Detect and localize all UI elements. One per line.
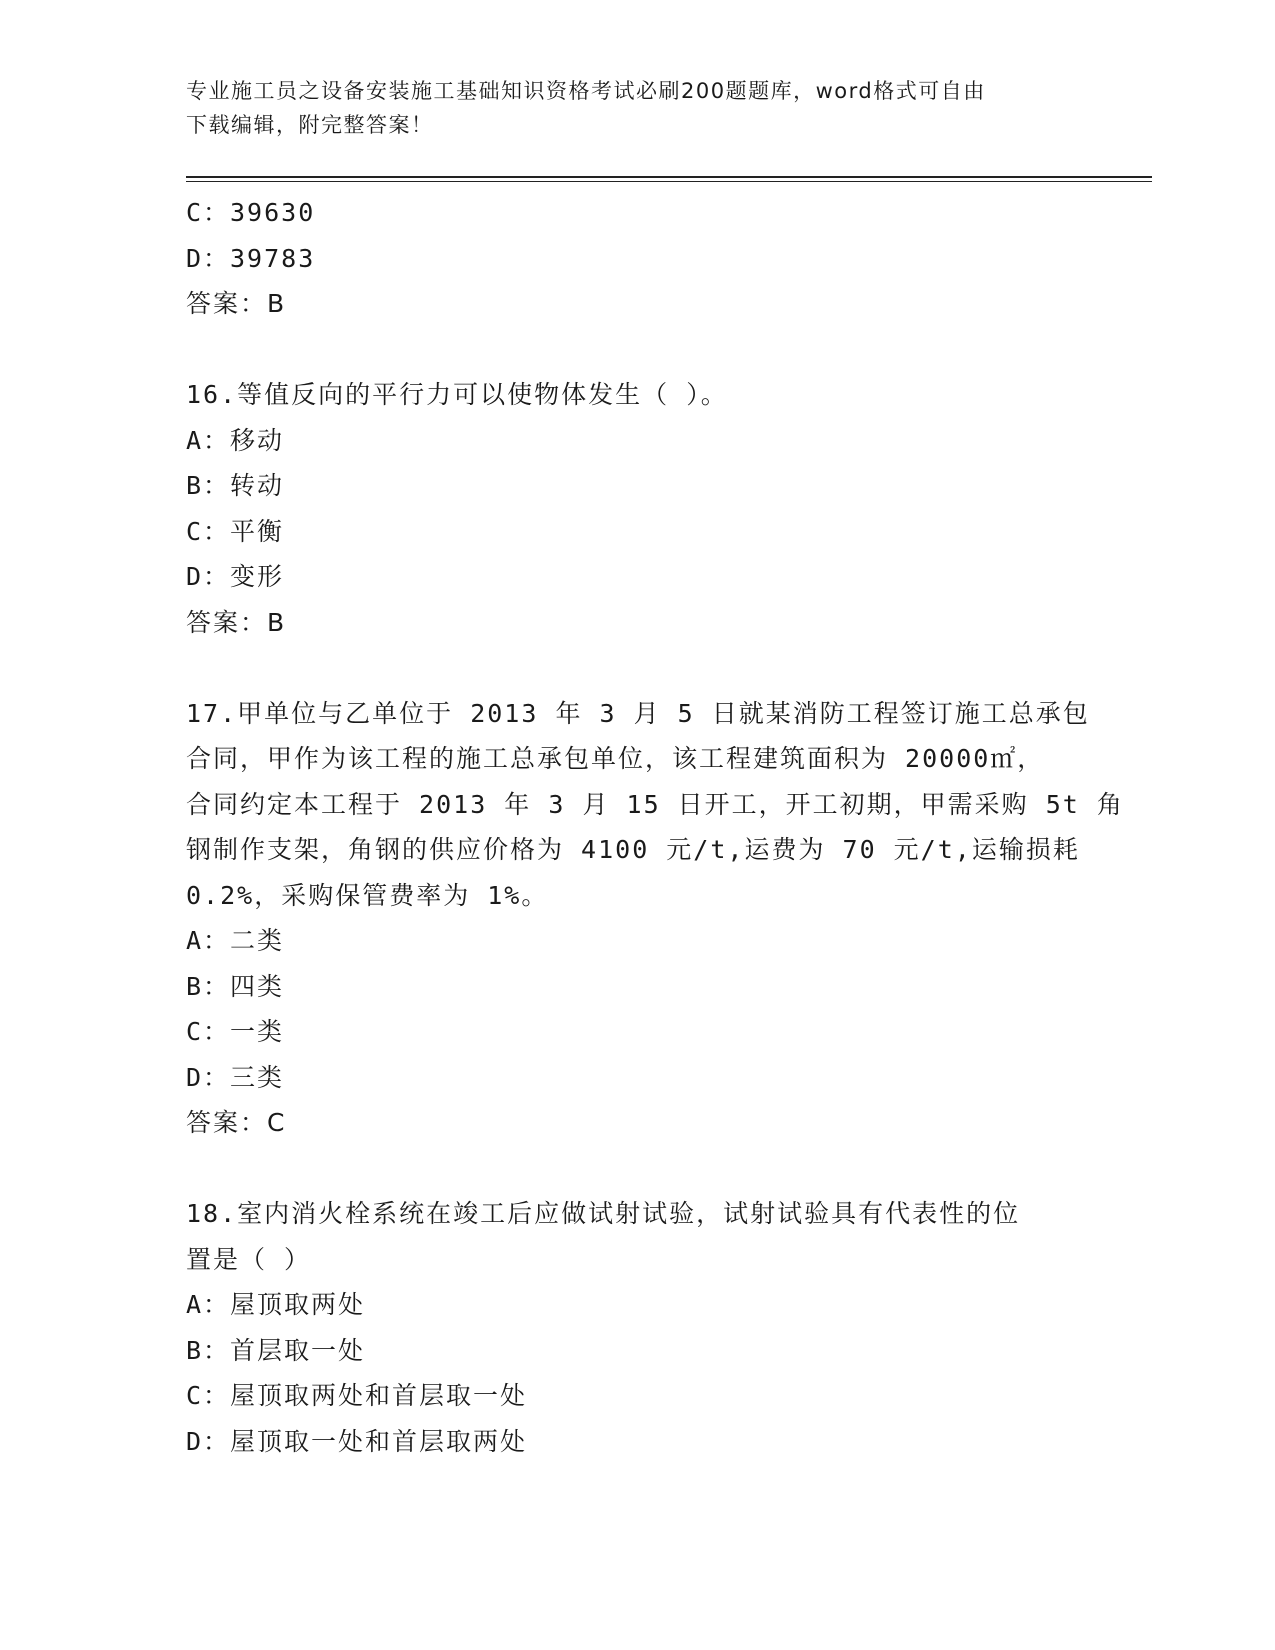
option-b — [186, 463, 1086, 509]
header-divider-thin — [186, 181, 1152, 182]
document-header — [186, 74, 1066, 142]
option-c — [186, 1009, 1086, 1055]
option-a — [186, 418, 1086, 464]
question-stem-line: 0.2%，采购保管费率为 1%。 — [186, 880, 549, 910]
option-text: 一类 — [230, 1017, 285, 1046]
option-key: C： — [186, 1017, 231, 1046]
option-key: A： — [186, 425, 231, 455]
option-text: 39630 — [230, 198, 316, 227]
option-key: D： — [186, 1426, 231, 1456]
option-text: 四类 — [230, 971, 285, 1001]
option-text: 转动 — [230, 471, 285, 500]
option-key: A： — [186, 926, 231, 955]
answer-line: 答案：C — [186, 1108, 287, 1137]
option-d — [186, 1055, 1086, 1101]
option-key: B： — [186, 971, 231, 1001]
option-c — [186, 190, 1086, 236]
option-key: D： — [186, 1062, 231, 1092]
question-17 — [186, 691, 1124, 1146]
header-title-line-2: 下载编辑，附完整答案！ — [186, 113, 434, 137]
option-d — [186, 236, 1086, 282]
option-text: 屋顶取两处和首层取一处 — [230, 1381, 528, 1410]
option-a — [186, 918, 1086, 964]
option-key: A： — [186, 1290, 231, 1319]
question-stem-line: 17.甲单位与乙单位于 2013 年 3 月 5 日就某消防工程签订施工总承包 — [186, 698, 1090, 728]
option-d — [186, 554, 1086, 600]
option-key: D： — [186, 243, 231, 273]
option-key: C： — [186, 198, 231, 227]
question-stem-line: 合同，甲作为该工程的施工总承包单位，该工程建筑面积为 20000㎡， — [186, 744, 1045, 773]
option-text: 三类 — [230, 1062, 285, 1092]
option-text: 屋顶取一处和首层取两处 — [230, 1426, 528, 1456]
option-text: 39783 — [230, 243, 316, 273]
option-text: 平衡 — [230, 516, 285, 546]
question-16 — [186, 372, 1086, 645]
question-stem-line: 置是（ ） — [186, 1244, 312, 1274]
option-b — [186, 964, 1086, 1010]
option-c — [186, 509, 1086, 555]
question-18 — [186, 1191, 1086, 1464]
header-divider-thick — [186, 176, 1152, 178]
option-text: 屋顶取两处 — [230, 1290, 366, 1319]
option-key: B： — [186, 1335, 231, 1365]
option-d — [186, 1419, 1086, 1465]
option-text: 二类 — [230, 926, 285, 955]
question-stem-line: 合同约定本工程于 2013 年 3 月 15 日开工，开工初期，甲需采购 5t 角 — [186, 789, 1124, 819]
question-stem-line: 钢制作支架，角钢的供应价格为 4100 元/t,运费为 70 元/t,运输损耗 — [186, 835, 1080, 864]
option-text: 移动 — [230, 425, 285, 455]
option-a — [186, 1282, 1086, 1328]
option-key: C： — [186, 516, 231, 546]
option-text: 首层取一处 — [230, 1335, 366, 1365]
question-stem-line: 18.室内消火栓系统在竣工后应做试射试验，试射试验具有代表性的位 — [186, 1199, 1021, 1228]
option-b — [186, 1328, 1086, 1374]
header-title-line-1: 专业施工员之设备安装施工基础知识资格考试必刷200题题库，word格式可自由 — [186, 79, 986, 103]
option-key: D： — [186, 562, 231, 591]
option-c — [186, 1373, 1086, 1419]
question-15-tail — [186, 190, 1086, 327]
option-text: 变形 — [230, 562, 285, 591]
answer-line: 答案：B — [186, 289, 287, 318]
option-key: C： — [186, 1381, 231, 1410]
answer-line: 答案：B — [186, 607, 287, 637]
document-body — [186, 190, 1124, 1464]
option-key: B： — [186, 471, 231, 500]
question-stem: 16.等值反向的平行力可以使物体发生（ ）。 — [186, 380, 728, 409]
